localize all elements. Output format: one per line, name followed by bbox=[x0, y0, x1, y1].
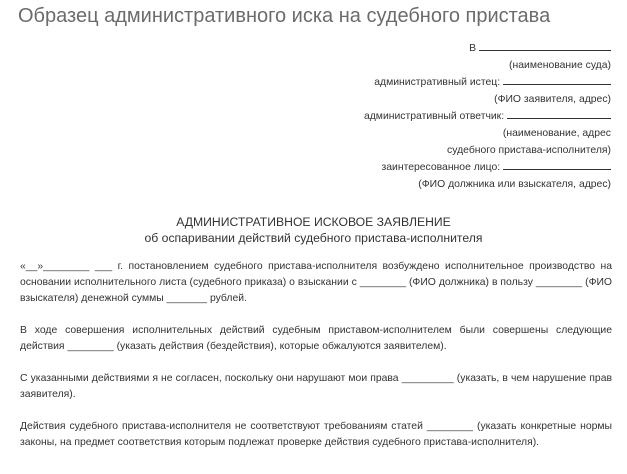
p2-text-2: (указать действия (бездействия), которые обжалуются заявителем). bbox=[116, 341, 447, 352]
page-title: Образец административного иска на судебного пристава bbox=[18, 5, 551, 27]
open-quote: « bbox=[20, 261, 26, 272]
interested-label: заинтересованное лицо: bbox=[381, 162, 501, 174]
interested-blank bbox=[503, 159, 611, 170]
paragraph-4 bbox=[20, 419, 612, 451]
paragraph-1 bbox=[20, 259, 612, 307]
p1-text-1: г. постановлением судебного пристава-исполнителя возбуждено исполнительное производство на основании исполнительного листа (судебного приказа) о взыскании с bbox=[20, 261, 612, 288]
p3-text-2: (указать, в чем нарушение прав заявителя). bbox=[20, 373, 612, 400]
amount-blank: _______ bbox=[166, 293, 208, 304]
addressee-block bbox=[311, 40, 611, 193]
creditor-blank: ________ bbox=[535, 277, 583, 288]
day-blank: __ bbox=[25, 261, 38, 272]
p1-text-2: (ФИО должника) в пользу bbox=[408, 277, 533, 288]
document-title-line2: об оспаривании действий судебного пристава-исполнителя bbox=[144, 231, 483, 245]
paragraph-3 bbox=[20, 371, 612, 403]
actions-blank: ________ bbox=[67, 341, 114, 352]
rights-blank: _________ bbox=[401, 373, 454, 384]
p2-text-1: В ходе совершения исполнительных действий судебным приставом-исполнителем были совершены следующие действия bbox=[20, 325, 612, 352]
p3-text-1: С указанными действиями я не согласен, поскольку они нарушают мои права bbox=[20, 373, 399, 384]
defendant-label: административный ответчик: bbox=[363, 111, 505, 123]
document-title-line1: АДМИНИСТРАТИВНОЕ ИСКОВОЕ ЗАЯВЛЕНИЕ bbox=[176, 215, 451, 229]
defendant-hint-2: судебного пристава-исполнителя) bbox=[447, 144, 611, 156]
interested-line bbox=[311, 159, 611, 177]
court-blank bbox=[479, 40, 611, 51]
plaintiff-label: административный истец: bbox=[374, 77, 501, 89]
court-line bbox=[311, 40, 611, 58]
defendant-hint-1: (наименование, адрес bbox=[502, 127, 611, 139]
close-quote: » bbox=[37, 261, 44, 272]
p1-text-4: рублей. bbox=[209, 293, 247, 304]
paragraph-2 bbox=[20, 323, 612, 355]
plaintiff-blank bbox=[503, 74, 611, 85]
court-prefix: В bbox=[469, 43, 477, 54]
debtor-blank: ________ bbox=[359, 277, 406, 288]
plaintiff-line bbox=[311, 74, 611, 92]
articles-blank: ________ bbox=[426, 421, 474, 432]
interested-hint: (ФИО должника или взыскателя, адрес) bbox=[418, 178, 611, 190]
court-hint: (наименование суда) bbox=[509, 59, 611, 71]
p4-text-2: (указать конкретные нормы законы, на предмет соответствия которым подлежат проверке действия судебного пристава-исполнителя). bbox=[20, 421, 613, 448]
year-blank: ___ bbox=[94, 261, 113, 272]
p4-text-1: Действия судебного пристава-исполнителя не соответствуют требованиям статей bbox=[20, 421, 423, 432]
defendant-line bbox=[311, 108, 611, 126]
plaintiff-hint: (ФИО заявителя, адрес) bbox=[494, 93, 611, 105]
document-title bbox=[0, 214, 627, 246]
p1-text-3: (ФИО взыскателя) денежной суммы bbox=[20, 277, 613, 304]
month-blank: ________ bbox=[43, 261, 90, 272]
defendant-blank bbox=[507, 108, 611, 119]
